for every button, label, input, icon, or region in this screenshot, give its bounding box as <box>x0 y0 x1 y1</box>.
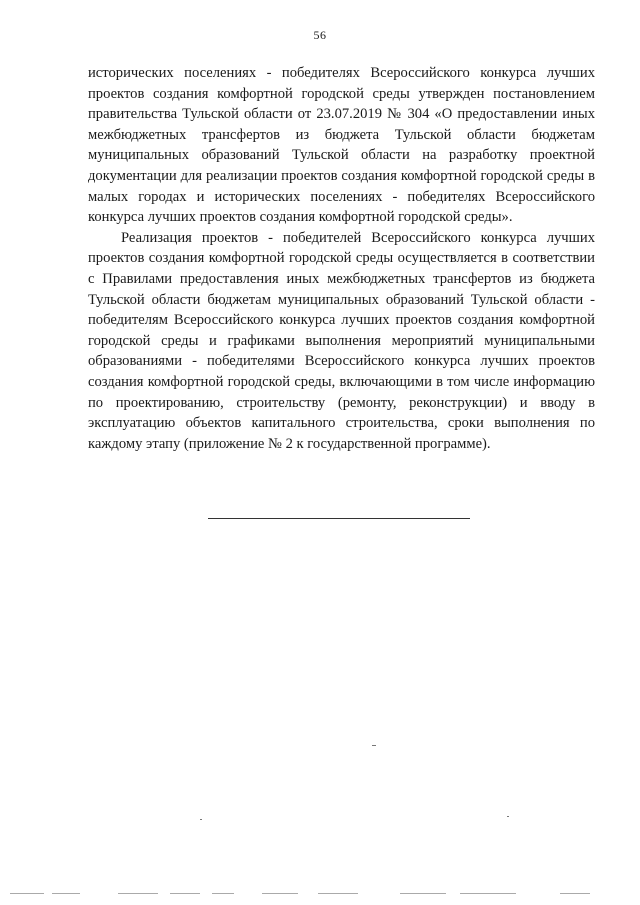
scan-artifact <box>200 819 202 820</box>
paragraph-continuation: исторических поселениях - победителях Всероссийского конкурса лучших проектов создания комфортной городской среды утвержден постановлением правительства Тульской области от 23.07.2019 № 304 «О предоставлении иных межбюджетных трансфертов из бюджета Тульской области бюджетам муниципальных образований Тульской области на разработку проектной документации для реализации проектов создания комфортной городской среды в малых городах и исторических поселениях - победителях Всероссийского конкурса лучших проектов создания комфортной городской среды». <box>88 65 595 226</box>
scan-artifact <box>372 745 376 746</box>
paragraph-implementation: Реализация проектов - победителей Всероссийского конкурса лучших проектов создания комфортной городской среды осуществляется в соответствии с Правилами предоставления иных межбюджетных трансфертов из бюджета Тульской области бюджетам муниципальных образований Тульской области - победителям Всероссийского конкурса лучших проектов создания комфортной городской среды и графиками выполнения мероприятий муниципальными образованиями - победителями Всероссийского конкурса лучших проектов создания комфортной городской среды, включающими в том числе информацию по проектированию, строительству (ремонту, реконструкции) и вводу в эксплуатацию объектов капитального строительства, сроки выполнения по каждому этапу (приложение № 2 к государственной программе). <box>88 229 595 452</box>
end-divider-line <box>208 518 470 519</box>
scan-edge-artifact <box>0 893 640 897</box>
page-number: 56 <box>313 28 327 42</box>
scan-artifact <box>507 816 509 817</box>
body-text <box>88 63 595 454</box>
